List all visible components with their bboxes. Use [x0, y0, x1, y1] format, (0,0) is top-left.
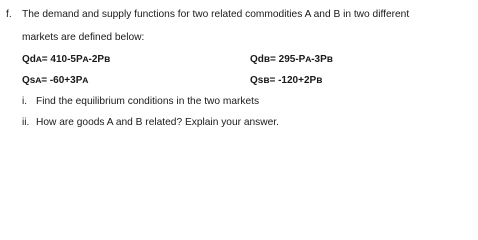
equation-demand-b: Qdʙ= 295-Pᴀ-3Pʙ — [250, 54, 333, 65]
equation-supply-b: Qsʙ= -120+2Pʙ — [250, 75, 323, 86]
question-intro-line-2: markets are defined below: — [22, 32, 145, 43]
equation-demand-a: Qdᴀ= 410-5Pᴀ-2Pʙ — [22, 54, 111, 65]
question-intro-line-1: The demand and supply functions for two related commodities A and B in two different — [22, 9, 410, 20]
question-label: f. — [6, 9, 12, 20]
equation-supply-a: Qsᴀ= -60+3Pᴀ — [22, 75, 89, 86]
subquestion-text: How are goods A and B related? Explain your answer. — [36, 117, 279, 128]
subquestion-ii — [22, 116, 279, 129]
subquestion-number: ii. — [22, 117, 30, 128]
subquestion-text: Find the equilibrium conditions in the two markets — [36, 96, 260, 107]
subquestion-number: i. — [22, 96, 28, 107]
subquestion-i — [22, 95, 259, 108]
